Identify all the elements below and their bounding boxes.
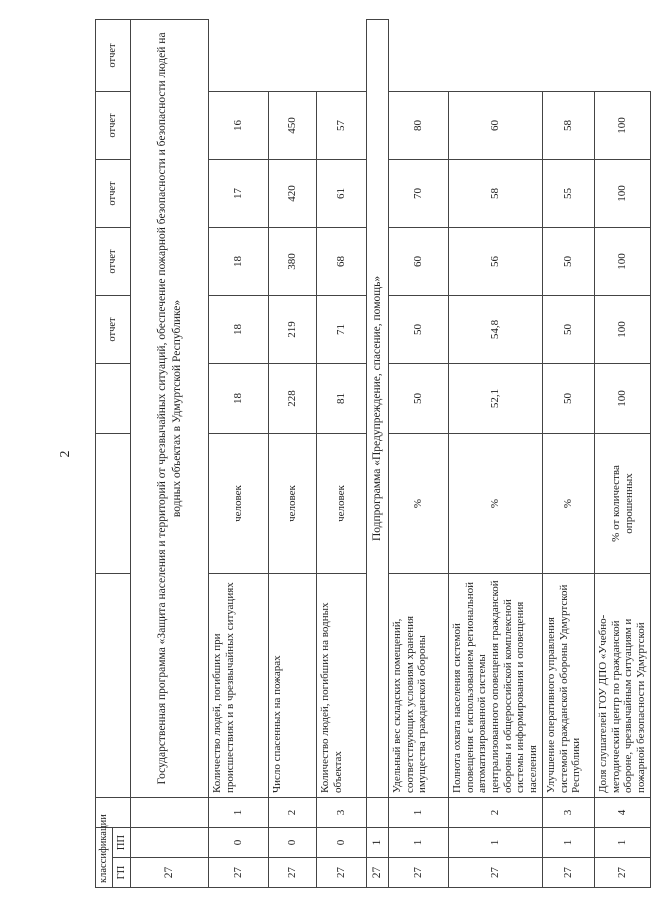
- page-number: 2: [58, 450, 73, 458]
- indicator-unit: человек: [317, 433, 367, 573]
- table-row: 27 1 1 Удельный вес складских помещений, соответствующих условиям хранения имущества гражданской обороны % 50 50 60 70 80: [389, 19, 449, 887]
- table-row: 27 0 1 Количество людей, погибших при происшествиях и в чрезвычайных ситуациях человек 18 18 18 17 16: [209, 19, 269, 887]
- year-header: отчет: [96, 159, 131, 227]
- rotated-table-container: [95, 20, 647, 888]
- indicator-name: Улучшение оперативного управления системой гражданской обороны Удмуртской Республики: [543, 573, 595, 797]
- subprogram-gp: 27: [367, 858, 389, 888]
- program-title: Государственная программа «Защита населения и территорий от чрезвычайных ситуаций, обеспечение пожарной безопасности и безопасности людей на водных объектах в Удмуртской Республике»: [131, 19, 209, 797]
- indicator-name: Число спасенных на пожарах: [269, 573, 317, 797]
- table-row: 27 1 2 Полнота охвата населения системой оповещения с использованием региональной автоматизированной системы централизованного оповещения гражданской обороны и общероссийской комплексной системы информирования и оповещения населения % 52,1 54,8 56 58 60: [449, 19, 543, 887]
- program-gp: 27: [131, 858, 209, 888]
- header-row-classification: [96, 19, 113, 887]
- program-row: [131, 19, 209, 887]
- table-row: 27 1 4 Доля слушателей ГОУ ДПО «Учебно-методический центр по гражданской обороне, чрезвычайным ситуациям и пожарной безопасности Удмуртской % от количества опрошенных 100 100 100 100 100: [595, 19, 651, 887]
- classification-header: классификации: [96, 827, 113, 887]
- indicator-unit: % от количества опрошенных: [595, 433, 651, 573]
- indicator-name: Удельный вес складских помещений, соответствующих условиям хранения имущества гражданской обороны: [389, 573, 449, 797]
- year-header: отчет: [96, 19, 131, 91]
- indicator-name: Доля слушателей ГОУ ДПО «Учебно-методический центр по гражданской обороне, чрезвычайным ситуациям и пожарной безопасности Удмуртской: [595, 573, 651, 797]
- gp-header: ГП: [113, 858, 131, 888]
- indicator-unit: человек: [209, 433, 269, 573]
- year-header: отчет: [96, 91, 131, 159]
- indicators-table: [95, 19, 651, 888]
- indicator-unit: человек: [269, 433, 317, 573]
- year-header: отчет: [96, 227, 131, 295]
- year-header: отчет: [96, 295, 131, 363]
- indicator-name: Количество людей, погибших при происшествиях и в чрезвычайных ситуациях: [209, 573, 269, 797]
- subprogram-row: [367, 19, 389, 887]
- indicator-name: Количество людей, погибших на водных объектах: [317, 573, 367, 797]
- indicator-name: Полнота охвата населения системой оповещения с использованием региональной автоматизированной системы централизованного оповещения гражданской обороны и общероссийской комплексной системы информирования и оповещения населения: [449, 573, 543, 797]
- indicator-unit: %: [543, 433, 595, 573]
- rotated-table: [95, 20, 647, 888]
- table-row: 27 0 3 Количество людей, погибших на водных объектах человек 81 71 68 61 57: [317, 19, 367, 887]
- table-row: 27 1 3 Улучшение оперативного управления системой гражданской обороны Удмуртской Республики % 50 50 50 55 58: [543, 19, 595, 887]
- pp-header: ПП: [113, 827, 131, 857]
- indicator-unit: %: [389, 433, 449, 573]
- subprogram-pp: 1: [367, 827, 389, 857]
- indicator-unit: %: [449, 433, 543, 573]
- subprogram-title: Подпрограмма «Предупреждение, спасение, помощь»: [367, 19, 389, 797]
- table-row: 27 0 2 Число спасенных на пожарах человек 228 219 380 420 450: [269, 19, 317, 887]
